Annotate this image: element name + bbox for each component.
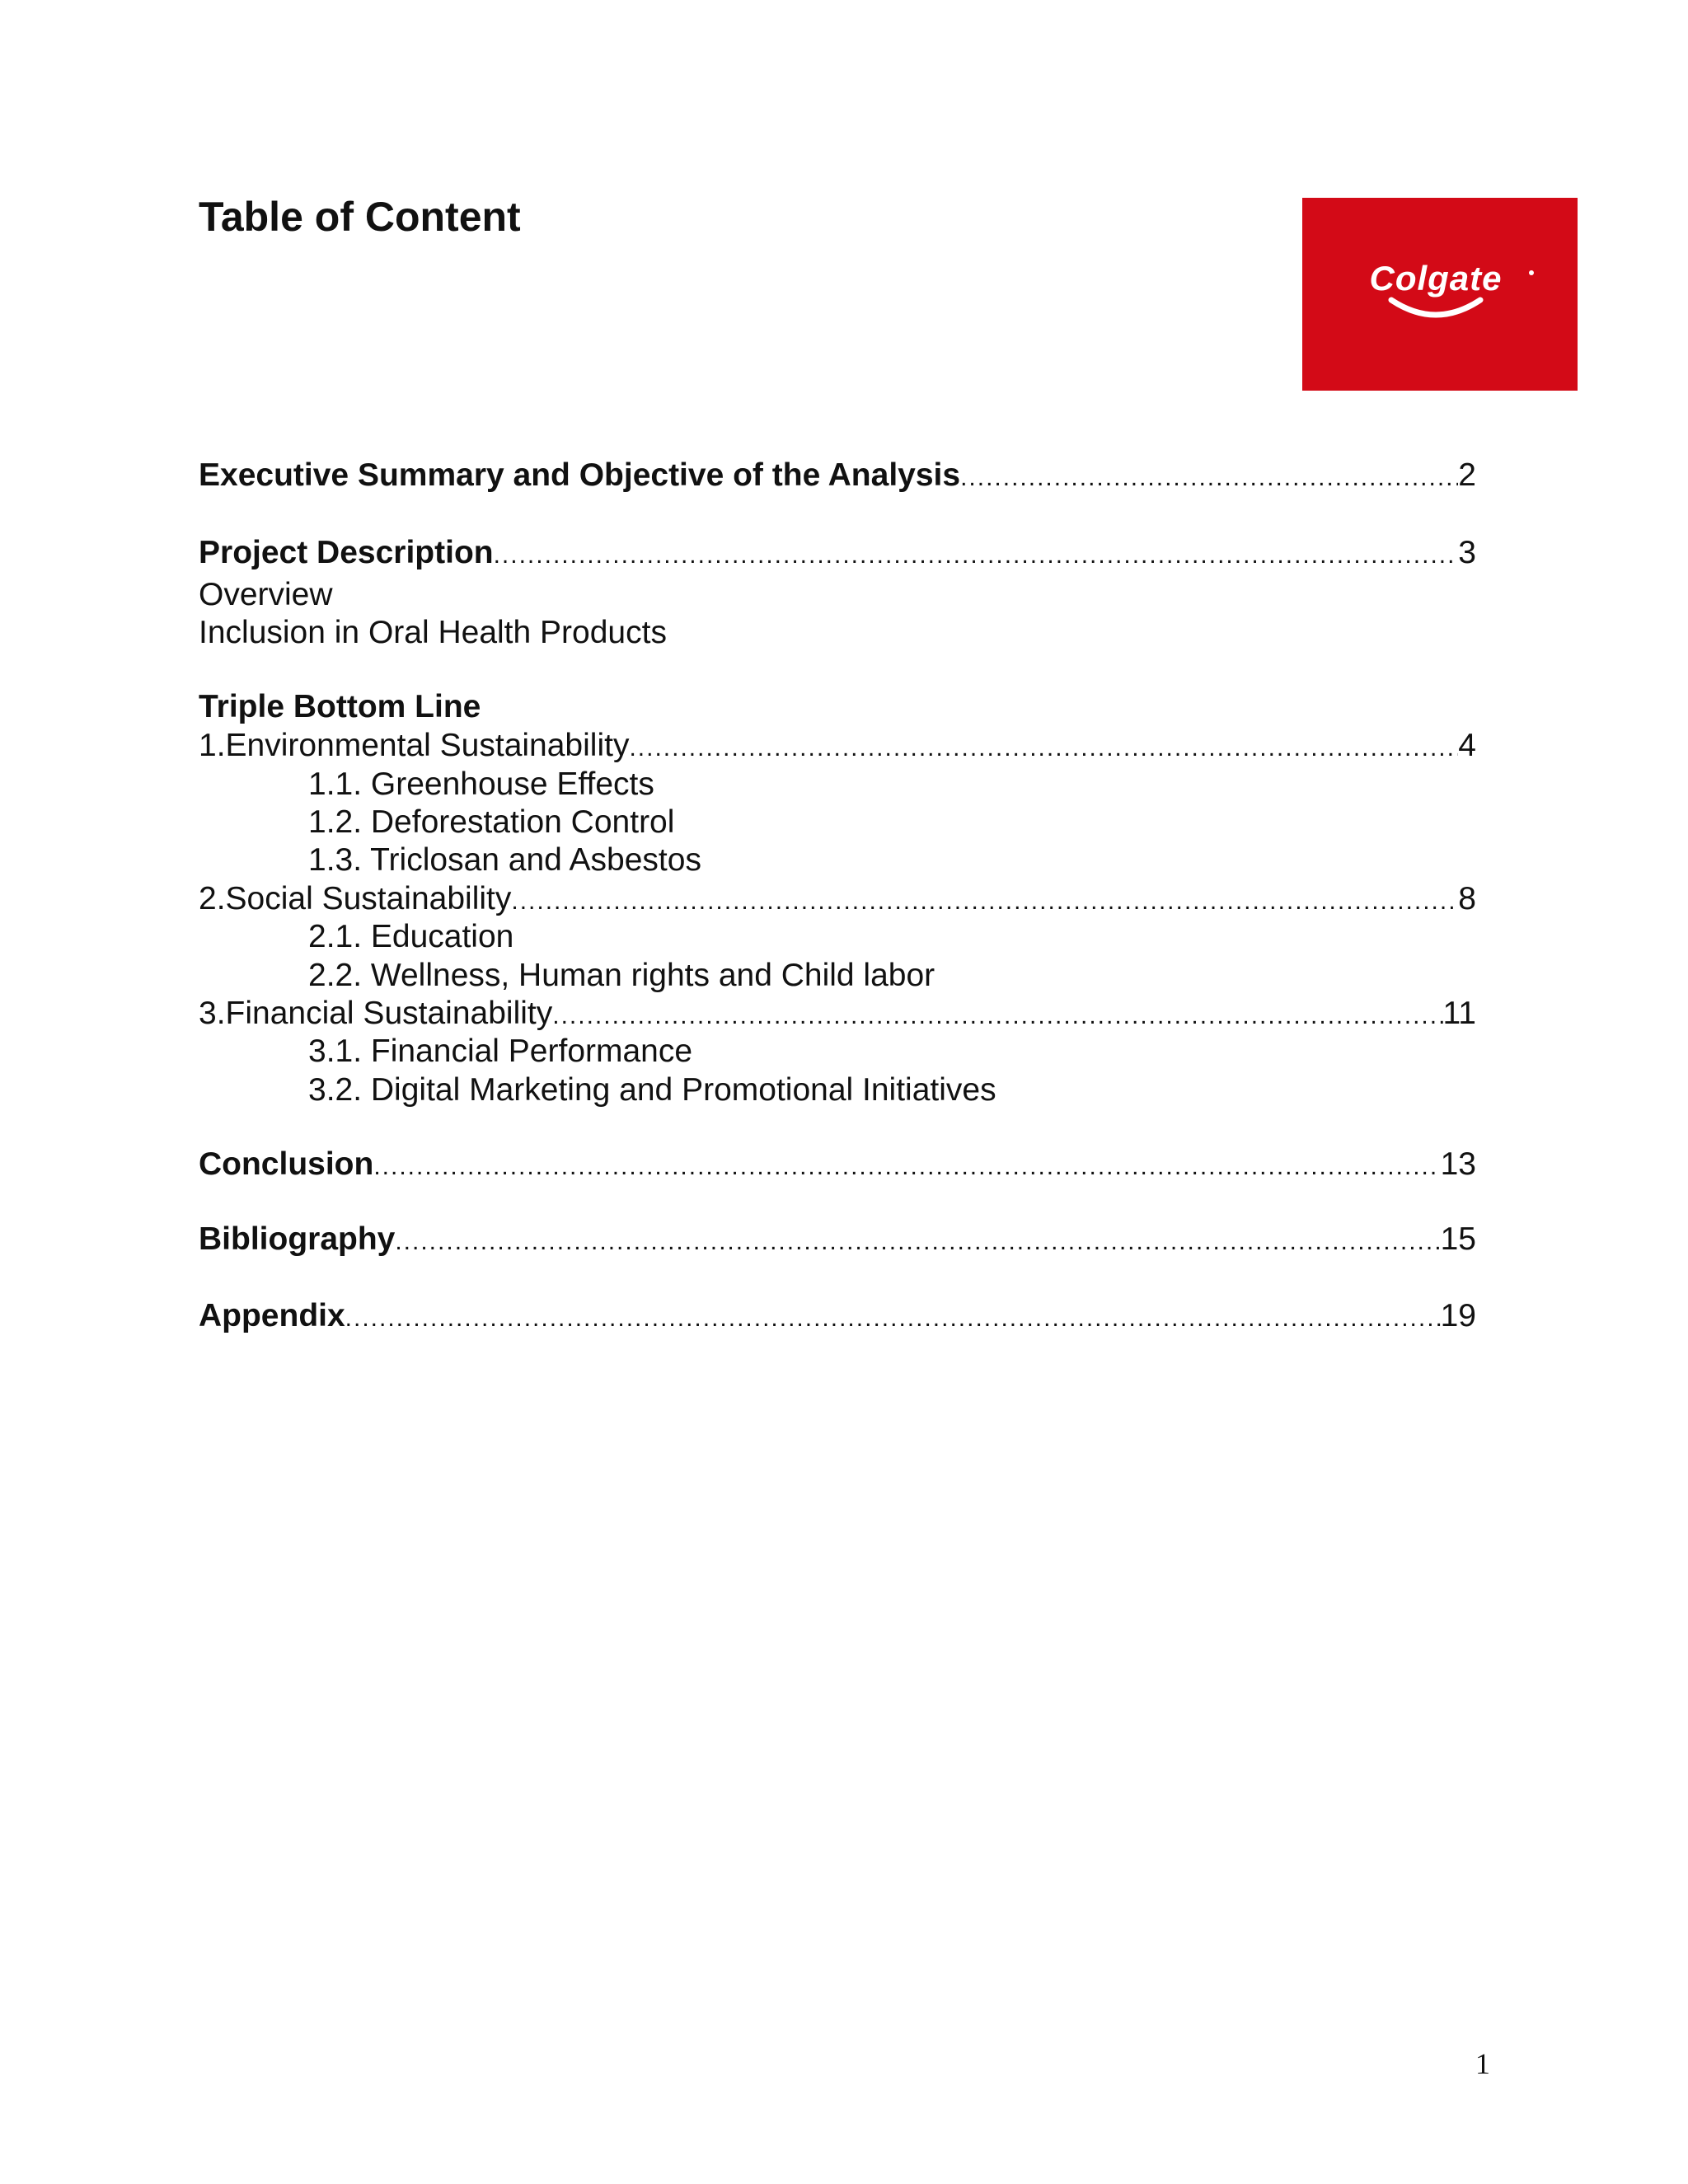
- toc-bibliography[interactable]: [199, 1219, 1476, 1260]
- toc-executive-summary-label: Executive Summary and Objective of the Analysis: [199, 457, 961, 493]
- toc-bibliography-label: Bibliography: [199, 1221, 396, 1257]
- toc-appendix-label: Appendix: [199, 1298, 345, 1333]
- toc-leader-dots: [629, 728, 1458, 769]
- toc-page-number: 4: [1458, 728, 1476, 763]
- toc-deforestation[interactable]: 1.2. Deforestation Control: [308, 804, 675, 840]
- toc-page-number: 2: [1458, 457, 1476, 493]
- toc-conclusion-label: Conclusion: [199, 1146, 374, 1182]
- toc-environmental[interactable]: [199, 725, 1476, 766]
- toc-page-number: 13: [1440, 1146, 1476, 1182]
- svg-text:Colgate: Colgate: [1369, 259, 1503, 298]
- toc-project-description[interactable]: [199, 532, 1476, 574]
- toc-page-number: 8: [1458, 881, 1476, 916]
- toc-financial-label: 3.Financial Sustainability: [199, 996, 553, 1031]
- page-number: 1: [1475, 2047, 1490, 2080]
- toc-project-description-label: Project Description: [199, 535, 494, 570]
- toc-overview[interactable]: Overview: [199, 577, 333, 612]
- toc-leader-dots: [494, 535, 1459, 576]
- toc-social[interactable]: [199, 879, 1476, 920]
- toc-financial-performance[interactable]: 3.1. Financial Performance: [308, 1033, 693, 1069]
- toc-triple-bottom-line[interactable]: Triple Bottom Line: [199, 689, 481, 724]
- toc-leader-dots: [511, 881, 1458, 922]
- toc-page-number: 15: [1440, 1221, 1476, 1257]
- toc-environmental-label: 1.Environmental Sustainability: [199, 728, 630, 763]
- toc-page-number: 19: [1440, 1298, 1476, 1333]
- toc-social-label: 2.Social Sustainability: [199, 881, 512, 916]
- toc-wellness[interactable]: 2.2. Wellness, Human rights and Child labor: [308, 958, 935, 993]
- toc-financial[interactable]: [199, 993, 1476, 1034]
- toc-greenhouse[interactable]: 1.1. Greenhouse Effects: [308, 766, 654, 802]
- toc-page-number: 11: [1442, 996, 1476, 1031]
- toc-leader-dots: [345, 1298, 1441, 1339]
- page-title: Table of Content: [199, 194, 521, 240]
- toc-leader-dots: [395, 1221, 1440, 1263]
- toc-inclusion[interactable]: Inclusion in Oral Health Products: [199, 615, 667, 650]
- toc-appendix[interactable]: [199, 1296, 1476, 1337]
- toc-conclusion[interactable]: [199, 1144, 1476, 1185]
- toc-page-number: 3: [1458, 535, 1476, 570]
- toc-triclosan[interactable]: 1.3. Triclosan and Asbestos: [308, 842, 701, 878]
- toc-education[interactable]: 2.1. Education: [308, 919, 514, 954]
- toc-executive-summary[interactable]: [199, 455, 1476, 496]
- toc-leader-dots: [373, 1146, 1440, 1188]
- toc-leader-dots: [960, 457, 1458, 499]
- toc-digital-marketing[interactable]: 3.2. Digital Marketing and Promotional Initiatives: [308, 1072, 996, 1108]
- colgate-logo: [1302, 198, 1578, 391]
